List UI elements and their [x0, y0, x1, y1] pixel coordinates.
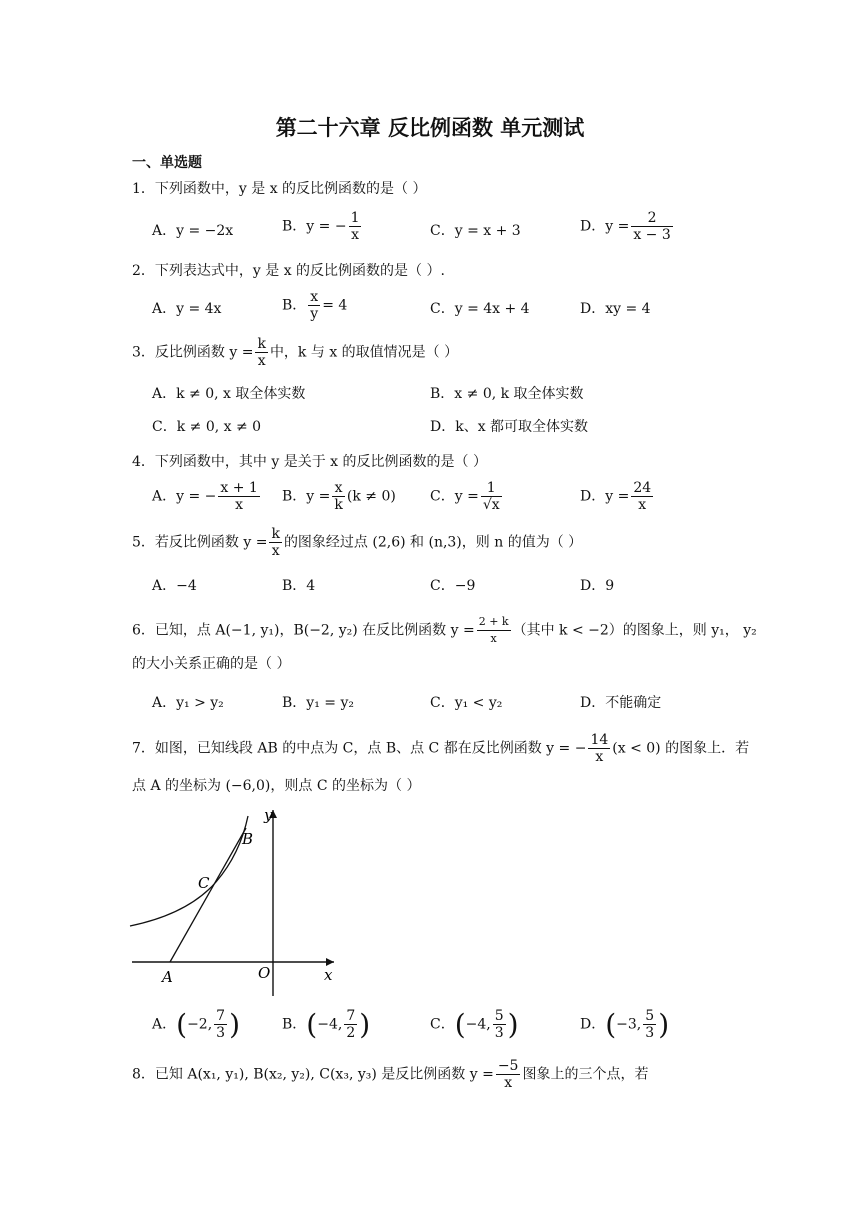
q4-c-fraction: $\frac{1}{√x}$ — [482, 480, 500, 513]
question-1-stem: 1．下列函数中，y 是 x 的反比例函数的是（ ） — [132, 181, 427, 197]
q7-figure — [128, 806, 348, 1002]
q1-d-fraction: $\frac{2}{x - 3}$ — [633, 210, 671, 243]
q1-d-label: D．y = — [580, 218, 630, 235]
q6-option-d[interactable]: D．不能确定 — [580, 695, 662, 711]
q7-option-c[interactable]: C．(−4, $\frac{5}{3}$ ) — [430, 1008, 519, 1041]
q7-d-fraction: $\frac{5}{3}$ — [645, 1008, 655, 1041]
q5-fraction: $\frac{k}{x}$ — [271, 526, 280, 559]
hyperbola-curve — [130, 816, 248, 926]
q1-option-b[interactable] — [282, 210, 363, 243]
question-7-stem-line1: 7．如图，已知线段 AB 的中点为 C，点 B、点 C 都在反比例函数 y = − $\frac{14}{x}$ (x < 0) 的图象上．若 — [132, 732, 750, 765]
q6-option-a[interactable]: A．y₁ > y₂ — [152, 695, 224, 711]
q5-option-b[interactable]: B．4 — [282, 578, 316, 594]
q3-fraction: $\frac{k}{x}$ — [257, 336, 266, 369]
q2-b-fraction: $\frac{x}{y}$ — [310, 289, 319, 322]
q7-option-a[interactable]: A．(−2, $\frac{7}{3}$ ) — [152, 1008, 241, 1041]
question-2-stem: 2．下列表达式中，y 是 x 的反比例函数的是（ ）. — [132, 263, 445, 279]
q2-option-c[interactable]: C．y = 4x + 4 — [430, 301, 530, 317]
q1-b-fraction: $\frac{1}{x}$ — [350, 210, 360, 243]
q4-a-fraction: $\frac{x + 1}{x}$ — [220, 480, 258, 513]
label-o: O — [258, 964, 271, 982]
question-8-stem: 8．已知 A(x₁, y₁), B(x₂, y₂), C(x₃, y₃) 是反比例函数 y = $\frac{-5}{x}$ 图象上的三个点，若 — [132, 1058, 649, 1091]
q5-option-a[interactable]: A．−4 — [152, 578, 197, 594]
question-4-stem: 4．下列函数中，其中 y 是关于 x 的反比例函数的是（ ） — [132, 454, 487, 470]
q7-option-d[interactable]: D．(−3, $\frac{5}{3}$ ) — [580, 1008, 670, 1041]
q3-option-b[interactable]: B．x ≠ 0, k 取全体实数 — [430, 386, 584, 402]
question-6-stem-line2: 的大小关系正确的是（ ） — [132, 656, 291, 672]
question-5-stem: 5．若反比例函数 y = $\frac{k}{x}$ 的图象经过点 (2,6) 和 (n,3)，则 n 的值为（ ） — [132, 526, 583, 559]
q7-b-fraction: $\frac{7}{2}$ — [346, 1008, 356, 1041]
q4-d-fraction: $\frac{24}{x}$ — [633, 480, 652, 513]
section-heading: 一、单选题 — [132, 155, 202, 171]
question-7-stem-line2: 点 A 的坐标为 (−6,0)，则点 C 的坐标为（ ） — [132, 778, 421, 794]
q4-option-d[interactable]: D．y = $\frac{24}{x}$ — [580, 480, 652, 513]
q6-option-b[interactable]: B．y₁ = y₂ — [282, 695, 354, 711]
q2-option-d[interactable]: D．xy = 4 — [580, 301, 651, 317]
q2-option-b[interactable] — [282, 289, 347, 322]
q7-c-fraction: $\frac{5}{3}$ — [494, 1008, 504, 1041]
q5-option-d[interactable]: D．9 — [580, 578, 615, 594]
q2-option-a[interactable]: A．y = 4x — [152, 301, 222, 317]
q2-b-label: B． — [282, 297, 307, 314]
label-y: y — [264, 806, 273, 824]
q7-a-fraction: $\frac{7}{3}$ — [216, 1008, 226, 1041]
q4-b-fraction: $\frac{x}{k}$ — [334, 480, 343, 513]
q3-option-c[interactable]: C．k ≠ 0, x ≠ 0 — [152, 419, 262, 435]
q6-fraction: $\frac{2 + k}{x}$ — [478, 615, 509, 645]
label-c: C — [198, 874, 210, 892]
q4-option-b[interactable]: B．y = $\frac{x}{k}$ (k ≠ 0) — [282, 480, 396, 513]
q3-option-a[interactable]: A．k ≠ 0, x 取全体实数 — [152, 386, 306, 402]
q6-option-c[interactable]: C．y₁ < y₂ — [430, 695, 503, 711]
q4-option-c[interactable]: C．y = $\frac{1}{√x}$ — [430, 480, 500, 513]
q4-option-a[interactable]: A．y = − $\frac{x + 1}{x}$ — [152, 480, 258, 513]
q3-option-d[interactable]: D．k、x 都可取全体实数 — [430, 419, 589, 435]
x-axis-arrow-icon — [326, 958, 334, 966]
q7-option-b[interactable]: B．(−4, $\frac{7}{2}$ ) — [282, 1008, 371, 1041]
label-x: x — [324, 966, 333, 984]
segment-ab — [170, 828, 246, 962]
question-3-stem: 3．反比例函数 y = $\frac{k}{x}$ 中，k 与 x 的取值情况是（ ） — [132, 336, 459, 369]
q8-fraction: $\frac{-5}{x}$ — [497, 1058, 519, 1091]
q1-option-c[interactable]: C．y = x + 3 — [430, 223, 521, 239]
label-b: B — [242, 830, 254, 848]
question-6-stem-line1: 6．已知，点 A(−1, y₁)，B(−2, y₂) 在反比例函数 y = $\frac{2 + k}{x}$ （其中 k < −2）的图象上，则 y₁， y₂ — [132, 615, 757, 645]
q2-b-tail: = 4 — [322, 297, 348, 314]
label-a: A — [162, 968, 173, 986]
q1-option-d[interactable] — [580, 210, 675, 243]
q5-option-c[interactable]: C．−9 — [430, 578, 476, 594]
q7-fraction: $\frac{14}{x}$ — [590, 732, 609, 765]
q1-option-a[interactable]: A．y = −2x — [152, 223, 234, 239]
page-title: 第二十六章 反比例函数 单元测试 — [275, 116, 585, 140]
q1-b-label: B．y = − — [282, 218, 347, 235]
